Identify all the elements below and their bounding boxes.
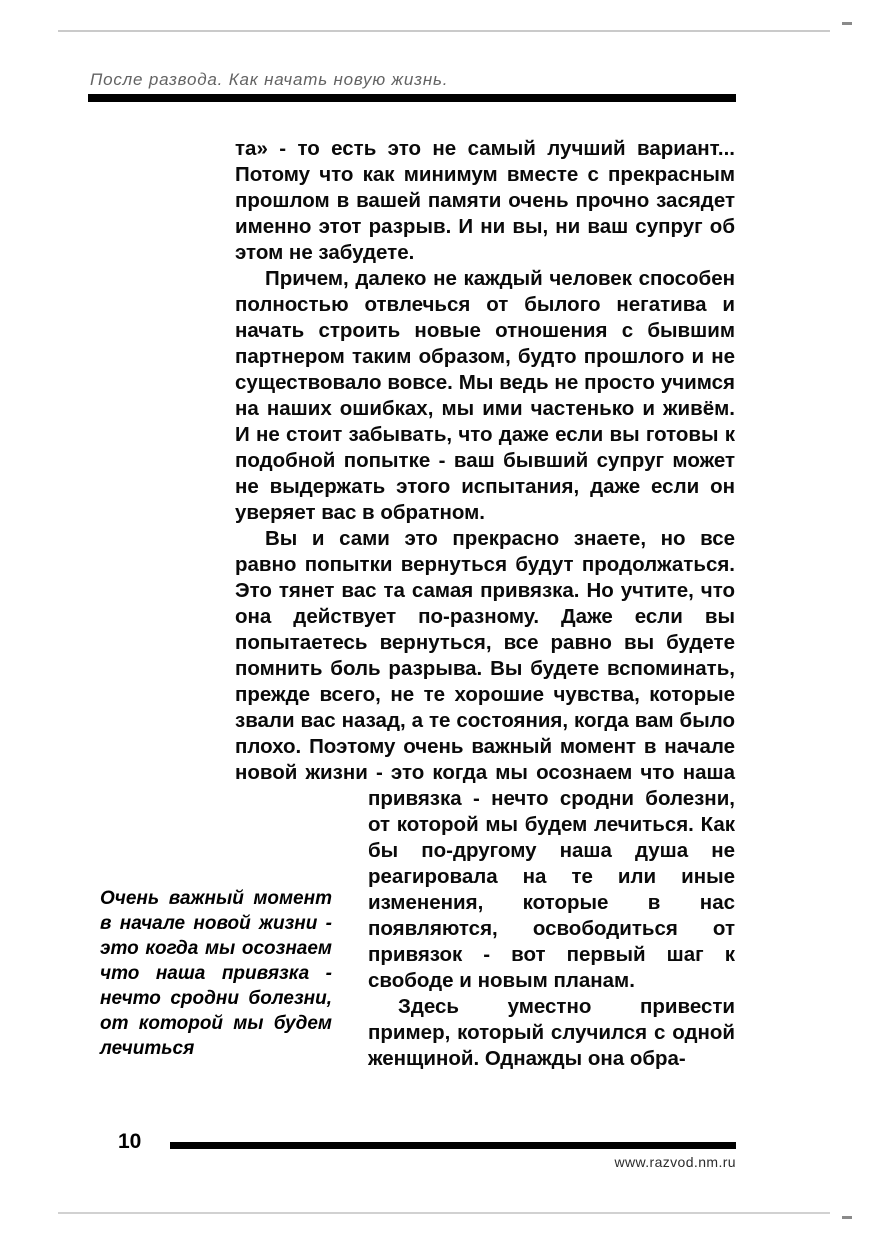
body-paragraph-3-full-width: Вы и сами это прекрасно знаете, но все равно попытки вернуться будут продолжаться. Это тянет вас та самая привязка. Но учтите, что она действует по-разному. Даже если вы попытаетесь вернуться, все равно вы будете помнить боль разрыва. Вы будете вспоминать, прежде всего, не те хорошие чувства, которые звали вас назад, а те состояния, когда вам было плохо. Поэтому очень важный момент в начале новой жизни - это когда мы осознаем что наша: [235, 527, 735, 784]
body-paragraph-2: Причем, далеко не каждый человек способен полностью отвлечься от былого негатива и начать строить новые отношения с бывшим партнером таким образом, будто прошлого и не существовало вовсе. Мы ведь не просто учимся на наших ошибках, мы ими частенько и живём. И не стоит забывать, что даже если вы готовы к подобной попытке - ваш бывший супруг может не выдержать этого испытания, даже если он уверяет вас в обратном.: [235, 267, 735, 524]
body-paragraph-1: та» - то есть это не самый лучший вариант... Потому что как минимум вместе с прекрасным прошлом в вашей памяти очень прочно засядет именно этот разрыв. И ни вы, ни ваш супруг об этом не забудете.: [235, 137, 735, 264]
page-number: 10: [118, 1130, 142, 1153]
header-rule: [88, 94, 736, 102]
footer-rule: [170, 1142, 736, 1149]
scan-artifact-corner-top-right: [842, 22, 852, 25]
scan-artifact-line-top: [58, 30, 830, 32]
margin-quote: Очень важный момент в начале новой жизни - это когда мы осознаем что наша привязка - нечто сродни болезни, от которой мы будем лечиться: [100, 888, 332, 1059]
body-paragraph-4: Здесь уместно привести пример, который случился с одной женщиной. Однажды она обра-: [368, 995, 735, 1070]
website-url: www.razvod.nm.ru: [614, 1154, 736, 1170]
scan-artifact-line-bottom: [58, 1212, 830, 1214]
running-header-title: После развода. Как начать новую жизнь.: [90, 70, 449, 89]
body-paragraph-3-narrow: привязка - нечто сродни болезни, от которой мы будем лечиться. Как бы по-другому наша душа не реагировала на те или иные изменения, которые в нас появляются, освободиться от привязок - вот первый шаг к свободе и новым планам.: [368, 787, 735, 992]
scan-artifact-corner-bottom-right: [842, 1216, 852, 1219]
